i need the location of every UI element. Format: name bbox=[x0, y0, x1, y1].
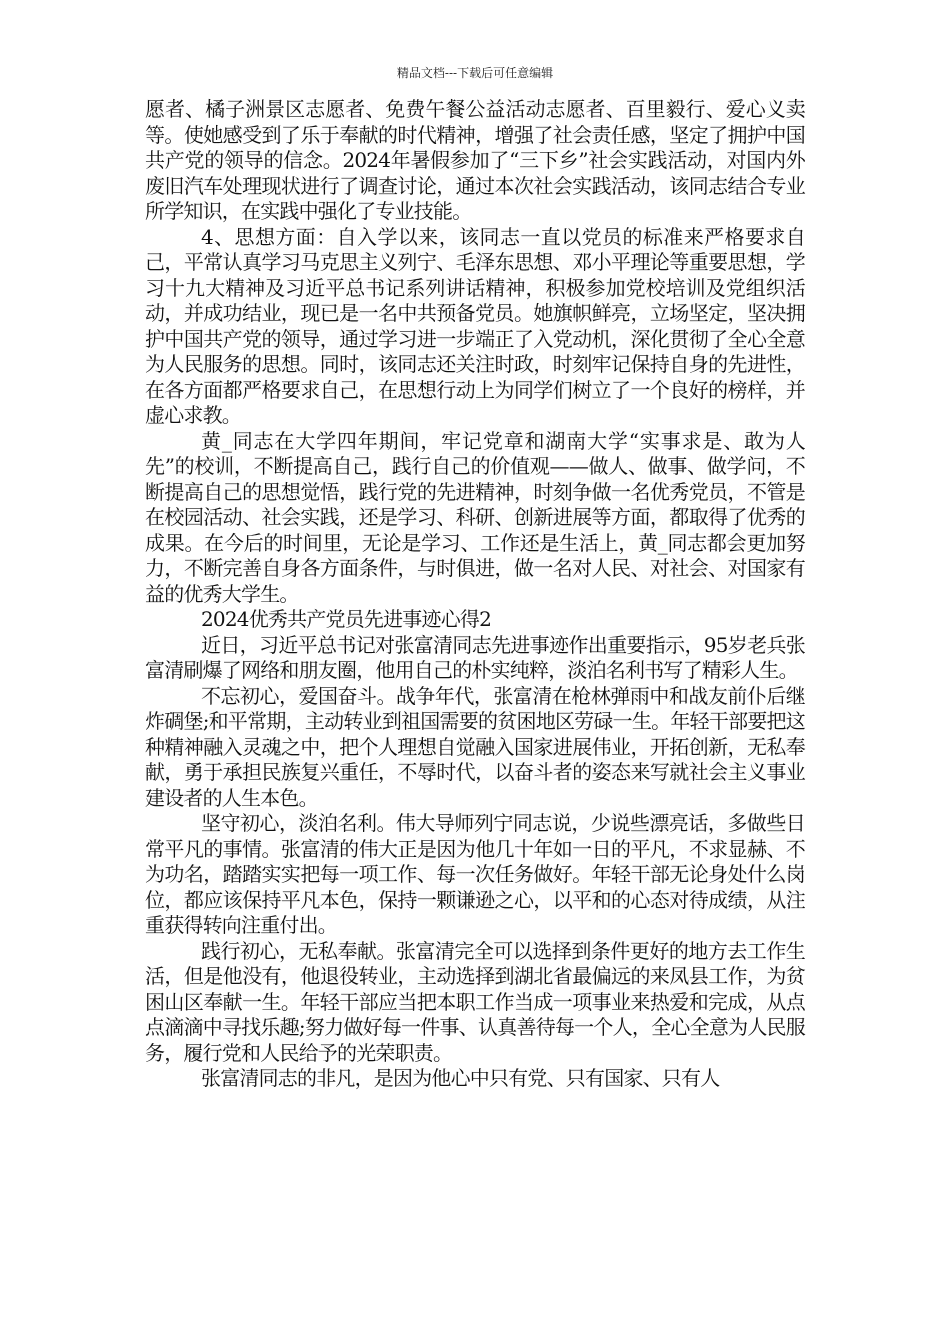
paragraph-stay-humble: 坚守初心，淡泊名利。伟大导师列宁同志说，少说些漂亮话，多做些日常平凡的事情。张富清的伟大正是因为他几十年如一日的平凡，不求显赫、不为功名，踏踏实实把每一项工作、每一次任务做好。年轻干部无论身处什么岗位，都应该保持平凡本色，保持一颗谦逊之心，以平和的心态对待成绩，从注重获得转向注重付出。 bbox=[145, 811, 805, 937]
paragraph-volunteer-activities: 愿者、橘子洲景区志愿者、免费午餐公益活动志愿者、百里毅行、爱心义卖等。使她感受到了乐于奉献的时代精神，增强了社会责任感，坚定了拥护中国共产党的领导的信念。2024年暑假参加了“三下乡”社会实践活动，对国内外废旧汽车处理现状进行了调查讨论，通过本次社会实践活动，该同志结合专业所学知识，在实践中强化了专业技能。 bbox=[145, 97, 805, 223]
paragraph-original-aspiration: 不忘初心，爱国奋斗。战争年代，张富清在枪林弹雨中和战友前仆后继炸碉堡;和平常期，主动转业到祖国需要的贫困地区劳碌一生。年轻干部要把这种精神融入灵魂之中，把个人理想自觉融入国家进展伟业，开拓创新，无私奉献，勇于承担民族复兴重任，不辱时代，以奋斗者的姿态来写就社会主义事业建设者的人生本色。 bbox=[145, 683, 805, 810]
paragraph-ideology: 4、思想方面：自入学以来，该同志一直以党员的标准来严格要求自己，平常认真学习马克思主义列宁、毛泽东思想、邓小平理论等重要思想，学习十九大精神及习近平总书记系列讲话精神，积极参加党校培训及党组织活动，并成功结业，现已是一名中共预备党员。她旗帜鲜亮，立场坚定，坚决拥护中国共产党的领导，通过学习进一步端正了入党动机，深化贯彻了全心全意为人民服务的思想。同时，该同志还关注时政，时刻牢记保持自身的先进性，在各方面都严格要求自己，在思想行动上为同学们树立了一个良好的榜样，并虚心求教。 bbox=[145, 224, 805, 427]
document-body bbox=[145, 97, 805, 1092]
paragraph-selfless-dedication: 践行初心，无私奉献。张富清完全可以选择到条件更好的地方去工作生活，但是他没有，他退役转业，主动选择到湖北省最偏远的来凤县工作，为贫困山区奉献一生。年轻干部应当把本职工作当成一项事业来热爱和完成，从点点滴滴中寻找乐趣;努力做好每一件事、认真善待每一个人，全心全意为人民服务，履行党和人民给予的光荣职责。 bbox=[145, 938, 805, 1065]
page-header: 精品文档---下载后可任意编辑 bbox=[396, 66, 554, 80]
paragraph-closing: 张富清同志的非凡，是因为他心中只有党、只有国家、只有人 bbox=[201, 1066, 720, 1090]
section-heading: 2024优秀共产党员先进事迹心得2 bbox=[201, 607, 492, 631]
paragraph-summary: 黄_同志在大学四年期间，牢记党章和湖南大学“实事求是、敢为人先”的校训，不断提高自己，践行自己的价值观——做人、做事、做学问，不断提高自己的思想觉悟，践行党的先进精神，时刻争做一名优秀党员，不管是在校园活动、社会实践，还是学习、科研、创新进展等方面，都取得了优秀的成果。在今后的时间里，无论是学习、工作还是生活上，黄_同志都会更加努力，不断完善自身各方面条件，与时俱进，做一名对人民、对社会、对国家有益的优秀大学生。 bbox=[145, 428, 805, 606]
paragraph-intro: 近日，习近平总书记对张富清同志先进事迹作出重要指示，95岁老兵张富清刷爆了网络和朋友圈，他用自己的朴实纯粹，淡泊名利书写了精彩人生。 bbox=[145, 632, 805, 682]
